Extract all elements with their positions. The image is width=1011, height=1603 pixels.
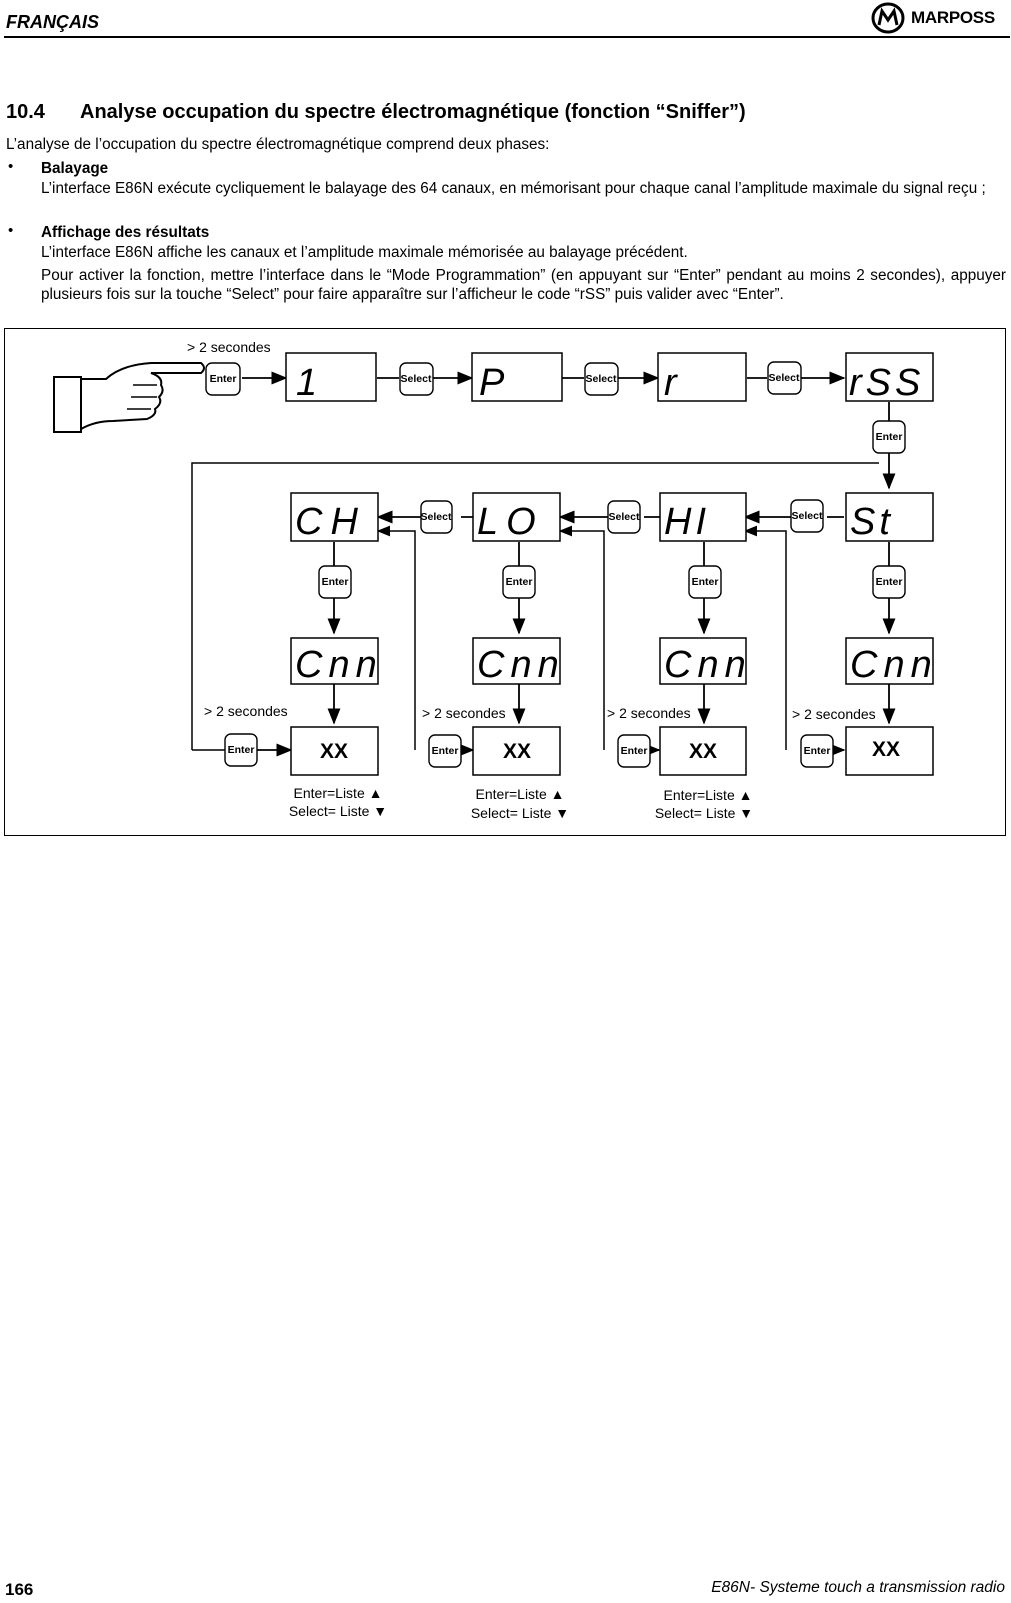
legend-enter: Enter=Liste ▲ [475,786,565,802]
page-number: 166 [5,1580,34,1599]
display-hi: HI [664,501,710,543]
display-xx: XX [319,740,349,763]
sniffer-flow-diagram [4,328,1006,836]
display-cnn: Cnn [295,644,383,686]
hold-label: > 2 secondes [204,703,288,719]
legend-enter: Enter=Liste ▲ [293,785,383,801]
display-cnn: Cnn [477,644,565,686]
section-number: 10.4 [6,101,45,123]
legend-select: Select= Liste ▼ [654,805,754,821]
pointing-hand-icon [54,363,204,432]
enter-button[interactable]: Enter [321,576,349,588]
header-rule [4,36,1010,38]
marposs-logo [871,2,1009,34]
bullet-heading-affichage: Affichage des résultats [41,224,210,241]
display-cnn: Cnn [850,644,938,686]
select-button[interactable]: Select [420,511,452,523]
document-title: E86N- Systeme touch a transmission radio [711,1579,1005,1596]
brand-name: MARPOSS [911,8,995,27]
legend-select: Select= Liste ▼ [288,803,388,819]
enter-button[interactable]: Enter [620,745,648,757]
display-cnn: Cnn [664,644,752,686]
enter-button[interactable]: Enter [875,431,903,443]
select-button[interactable]: Select [400,373,432,385]
enter-button[interactable]: Enter [875,576,903,588]
enter-button[interactable]: Enter [227,744,255,756]
enter-button[interactable]: Enter [209,373,237,385]
section-title [6,101,746,124]
section-title-text: Analyse occupation du spectre électromagnétique (fonction “Sniffer”) [80,101,746,123]
display-st: St [850,501,894,543]
display-rss: rSS [849,362,925,404]
enter-button[interactable]: Enter [431,745,459,757]
bullet-heading-balayage: Balayage [41,160,109,177]
bullet-text-balayage: L’interface E86N exécute cycliquement le balayage des 64 canaux, en mémorisant pour chaque canal l’amplitude maximale du signal reçu ; [41,180,986,197]
legend-select: Select= Liste ▼ [470,805,570,821]
display-xx: XX [502,740,532,763]
bullet-dot: • [8,158,14,175]
hold-label: > 2 secondes [792,706,876,722]
hold-label: > 2 secondes [422,705,506,721]
hold-label: > 2 secondes [187,339,271,355]
select-button[interactable]: Select [608,511,640,523]
select-button[interactable]: Select [791,510,823,522]
select-button[interactable]: Select [768,372,800,384]
bullet-dot: • [8,222,14,239]
display-xx: XX [871,738,901,761]
select-button[interactable]: Select [585,373,617,385]
header-language: FRANÇAIS [6,12,99,32]
marposs-emblem-icon [871,2,909,34]
intro-paragraph: L’analyse de l’occupation du spectre électromagnétique comprend deux phases: [6,136,550,153]
display-r: r [664,362,677,404]
enter-button[interactable]: Enter [803,745,831,757]
enter-button[interactable]: Enter [505,576,533,588]
display-lo: LO [477,501,544,543]
legend-enter: Enter=Liste ▲ [663,787,753,803]
enter-button[interactable]: Enter [691,576,719,588]
activation-paragraph: Pour activer la fonction, mettre l’interface dans le “Mode Programmation” (en appuyant sur “Enter” pendant au moins 2 secondes), appuyer plusieurs fois sur la touche “Select” pour faire apparaître sur l’afficheur le code “rSS” puis valider avec “Enter”. [41,267,1006,303]
hold-label: > 2 secondes [607,705,691,721]
display-ch: CH [295,501,366,543]
display-p: P [479,362,505,404]
display-xx: XX [688,740,718,763]
display-1: 1 [296,362,318,404]
bullet-text-affichage: L’interface E86N affiche les canaux et l’amplitude maximale mémorisée au balayage précédent. [41,244,688,261]
